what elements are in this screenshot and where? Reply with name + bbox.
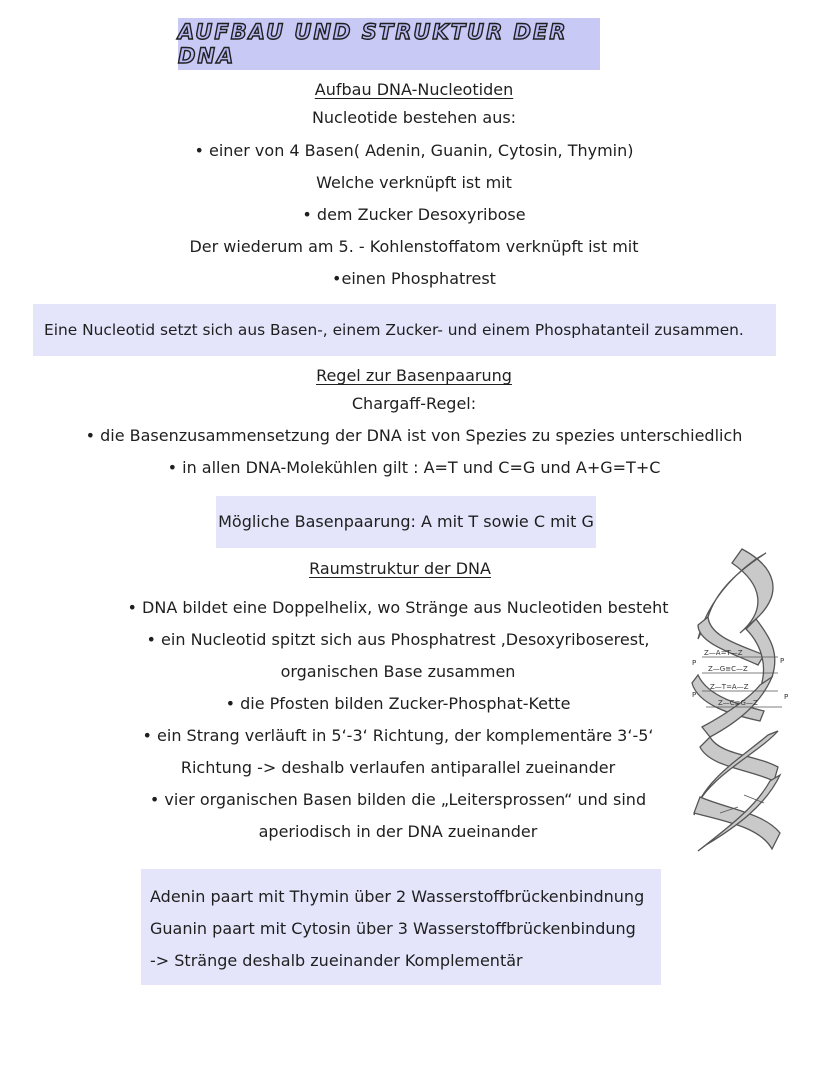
summary-text: Eine Nucleotid setzt sich aus Basen-, einem Zucker- und einem Phosphatanteil zusammen. — [44, 321, 744, 339]
text-line: organischen Base zusammen — [280, 662, 516, 681]
text-line: Richtung -> deshalb verlaufen antiparallel zueinander — [180, 758, 616, 777]
summary-band-hydrogen-bonds — [141, 869, 661, 985]
strand-label: P — [780, 657, 785, 665]
section-heading-spatial-structure: Raumstruktur der DNA — [309, 559, 491, 578]
text-line: Chargaff-Regel: — [351, 394, 477, 413]
page-title: AUFBAU UND STRUKTUR DER DNA — [178, 20, 568, 68]
text-line: • ein Nucleotid spitzt sich aus Phosphatrest ,Desoxyriboserest, — [146, 630, 650, 649]
text-line: Nucleotide bestehen aus: — [311, 108, 517, 127]
text-line: • DNA bildet eine Doppelhelix, wo Stränge aus Nucleotiden besteht — [127, 598, 669, 617]
pair-label: Z—G≡C—Z — [708, 665, 748, 673]
text-line: Der wiederum am 5. - Kohlenstoffatom verknüpft ist mit — [189, 237, 639, 256]
text-line: aperiodisch in der DNA zueinander — [258, 822, 538, 841]
pair-label: Z—T=A—Z — [710, 683, 749, 691]
text-line: • vier organischen Basen bilden die „Leitersprossen“ und sind — [149, 790, 647, 809]
pair-label: Z—C≡G—Z — [718, 699, 758, 707]
text-line: • ein Strang verläuft in 5‘-3‘ Richtung, der komplementäre 3‘-5‘ — [142, 726, 654, 745]
text-line: Welche verknüpft ist mit — [316, 173, 512, 192]
dna-helix-drawing — [680, 545, 800, 857]
text-line: • einer von 4 Basen( Adenin, Guanin, Cytosin, Thymin) — [194, 141, 634, 160]
strand-label: P — [692, 691, 697, 699]
dna-double-helix-icon — [680, 545, 800, 857]
summary-text: Adenin paart mit Thymin über 2 Wasserstoffbrückenbindnung — [150, 887, 645, 906]
text-line: •einen Phosphatrest — [332, 269, 496, 288]
summary-text: Guanin paart mit Cytosin über 3 Wasserstoffbrückenbindung — [150, 919, 636, 938]
section-heading-base-pairing: Regel zur Basenpaarung — [316, 366, 512, 385]
text-line: • die Pfosten bilden Zucker-Phosphat-Kette — [225, 694, 571, 713]
pair-label: Z—A=T—Z — [704, 649, 743, 657]
summary-band-nucleotide — [33, 304, 776, 356]
text-line: • in allen DNA-Molekühlen gilt : A=T und C=G und A+G=T+C — [167, 458, 661, 477]
section-heading-nucleotides: Aufbau DNA-Nucleotiden — [314, 80, 514, 99]
summary-text: -> Stränge deshalb zueinander Komplementär — [150, 951, 523, 970]
strand-label: P — [692, 659, 697, 667]
strand-label: P — [784, 693, 789, 701]
summary-band-base-pairing — [216, 496, 596, 548]
summary-text: Mögliche Basenpaarung: A mit T sowie C mit G — [218, 512, 594, 531]
text-line: • die Basenzusammensetzung der DNA ist von Spezies zu spezies unterschiedlich — [85, 426, 743, 445]
title-banner — [178, 18, 600, 70]
text-line: • dem Zucker Desoxyribose — [302, 205, 526, 224]
